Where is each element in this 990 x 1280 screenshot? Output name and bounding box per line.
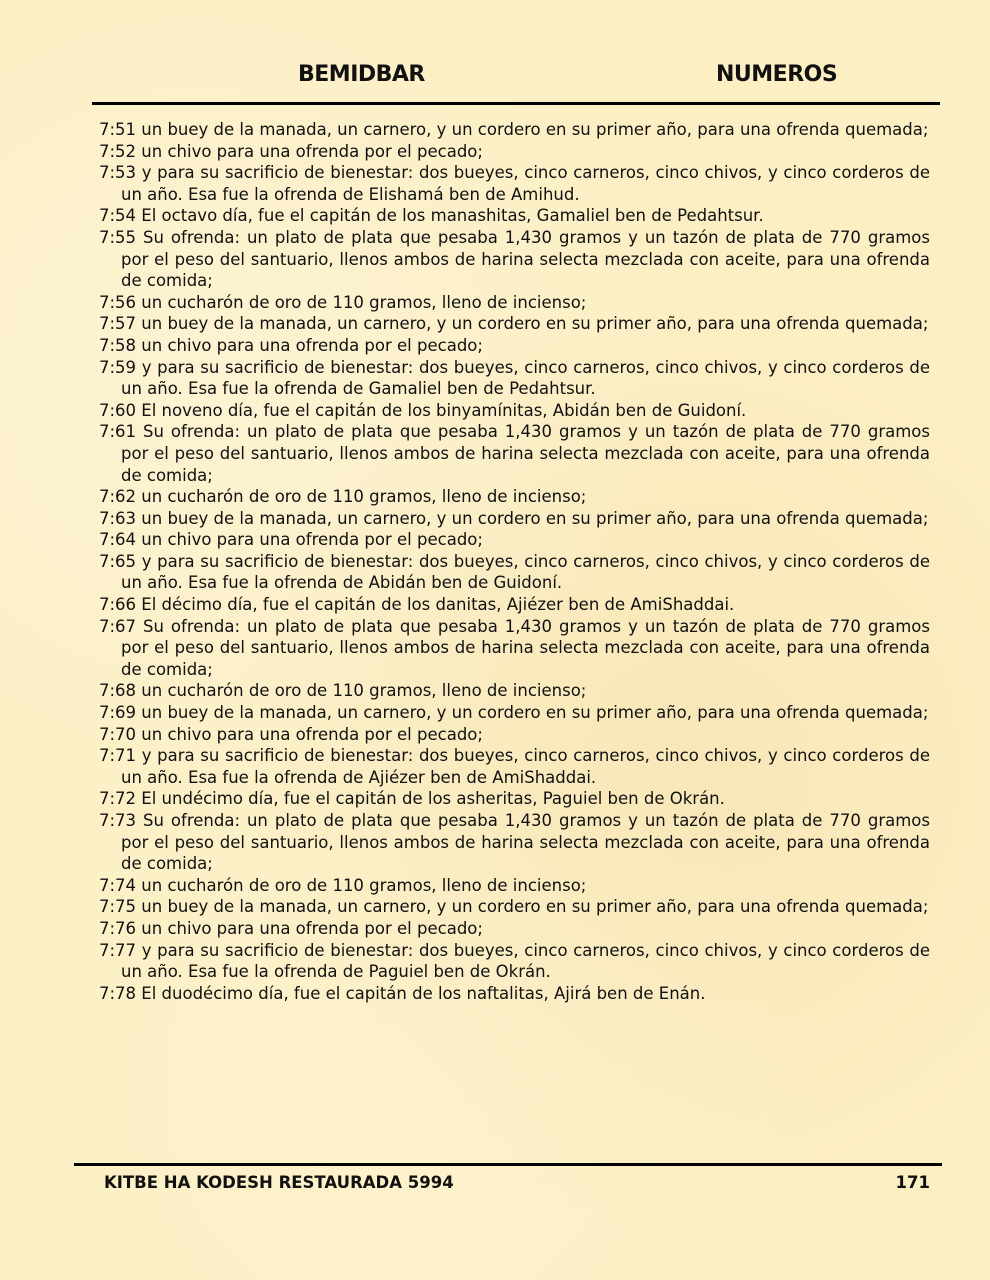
footer-publication-title: KITBE HA KODESH RESTAURADA 5994	[104, 1173, 454, 1192]
page-number: 171	[895, 1173, 930, 1192]
verse: 7:52 un chivo para una ofrenda por el pecado;	[99, 141, 483, 161]
verse: 7:69 un buey de la manada, un carnero, y un cordero en su primer año, para una ofrenda quemada;	[99, 703, 929, 723]
verse: 7:64 un chivo para una ofrenda por el pecado;	[99, 530, 483, 550]
verse: 7:60 El noveno día, fue el capitán de los binyamínitas, Abidán ben de Guidoní.	[99, 400, 747, 420]
verse: 7:78 El duodécimo día, fue el capitán de los naftalitas, Ajirá ben de Enán.	[99, 983, 706, 1003]
header-book-title-spanish: NUMEROS	[716, 62, 838, 87]
verse: 7:51 un buey de la manada, un carnero, y un cordero en su primer año, para una ofrenda quemada;	[99, 120, 929, 139]
verse: 7:63 un buey de la manada, un carnero, y un cordero en su primer año, para una ofrenda quemada;	[99, 508, 929, 528]
verse: 7:74 un cucharón de oro de 110 gramos, lleno de incienso;	[99, 875, 587, 895]
verse: 7:61 Su ofrenda: un plato de plata que pesaba 1,430 gramos y un tazón de plata de 770 gramos por el peso del santuario, llenos ambos de harina selecta mezclada con aceite, para una ofrenda de comida;	[99, 422, 930, 485]
verse: 7:62 un cucharón de oro de 110 gramos, lleno de incienso;	[99, 487, 587, 507]
verse: 7:55 Su ofrenda: un plato de plata que pesaba 1,430 gramos y un tazón de plata de 770 gramos por el peso del santuario, llenos ambos de harina selecta mezclada con aceite, para una ofrenda de comida;	[99, 227, 930, 291]
verse: 7:67 Su ofrenda: un plato de plata que pesaba 1,430 gramos y un tazón de plata de 770 gramos por el peso del santuario, llenos ambos de harina selecta mezclada con aceite, para una ofrenda de comida;	[99, 616, 930, 679]
verse: 7:56 un cucharón de oro de 110 gramos, lleno de incienso;	[99, 292, 587, 312]
verse: 7:73 Su ofrenda: un plato de plata que pesaba 1,430 gramos y un tazón de plata de 770 gramos por el peso del santuario, llenos ambos de harina selecta mezclada con aceite, para una ofrenda de comida;	[99, 811, 930, 874]
verse: 7:68 un cucharón de oro de 110 gramos, lleno de incienso;	[99, 681, 587, 701]
verse: 7:53 y para su sacrificio de bienestar: dos bueyes, cinco carneros, cinco chivos, y cinco corderos de un año. Esa fue la ofrenda de Elishamá ben de Amihud.	[99, 163, 930, 204]
verse: 7:72 El undécimo día, fue el capitán de los asheritas, Paguiel ben de Okrán.	[99, 789, 725, 809]
verse: 7:66 El décimo día, fue el capitán de los danitas, Ajiézer ben de AmiShaddai.	[99, 595, 735, 615]
verse: 7:54 El octavo día, fue el capitán de los manashitas, Gamaliel ben de Pedahtsur.	[99, 206, 764, 226]
verse: 7:70 un chivo para una ofrenda por el pecado;	[99, 724, 483, 744]
verse: 7:75 un buey de la manada, un carnero, y un cordero en su primer año, para una ofrenda quemada;	[99, 897, 929, 917]
header-book-title-hebrew: BEMIDBAR	[298, 62, 425, 87]
verse-list	[99, 119, 930, 1004]
page-header	[92, 62, 940, 105]
verse: 7:77 y para su sacrificio de bienestar: dos bueyes, cinco carneros, cinco chivos, y cinco corderos de un año. Esa fue la ofrenda de Paguiel ben de Okrán.	[99, 940, 930, 982]
verse: 7:57 un buey de la manada, un carnero, y un cordero en su primer año, para una ofrenda quemada;	[99, 314, 929, 334]
verse: 7:59 y para su sacrificio de bienestar: dos bueyes, cinco carneros, cinco chivos, y cinco corderos de un año. Esa fue la ofrenda de Gamaliel ben de Pedahtsur.	[99, 357, 930, 399]
verse: 7:65 y para su sacrificio de bienestar: dos bueyes, cinco carneros, cinco chivos, y cinco corderos de un año. Esa fue la ofrenda de Abidán ben de Guidoní.	[99, 551, 930, 593]
verse: 7:58 un chivo para una ofrenda por el pecado;	[99, 335, 483, 355]
verse: 7:76 un chivo para una ofrenda por el pecado;	[99, 918, 483, 938]
verse: 7:71 y para su sacrificio de bienestar: dos bueyes, cinco carneros, cinco chivos, y cinco corderos de un año. Esa fue la ofrenda de Ajiézer ben de AmiShaddai.	[99, 746, 930, 787]
page-footer	[74, 1163, 942, 1196]
